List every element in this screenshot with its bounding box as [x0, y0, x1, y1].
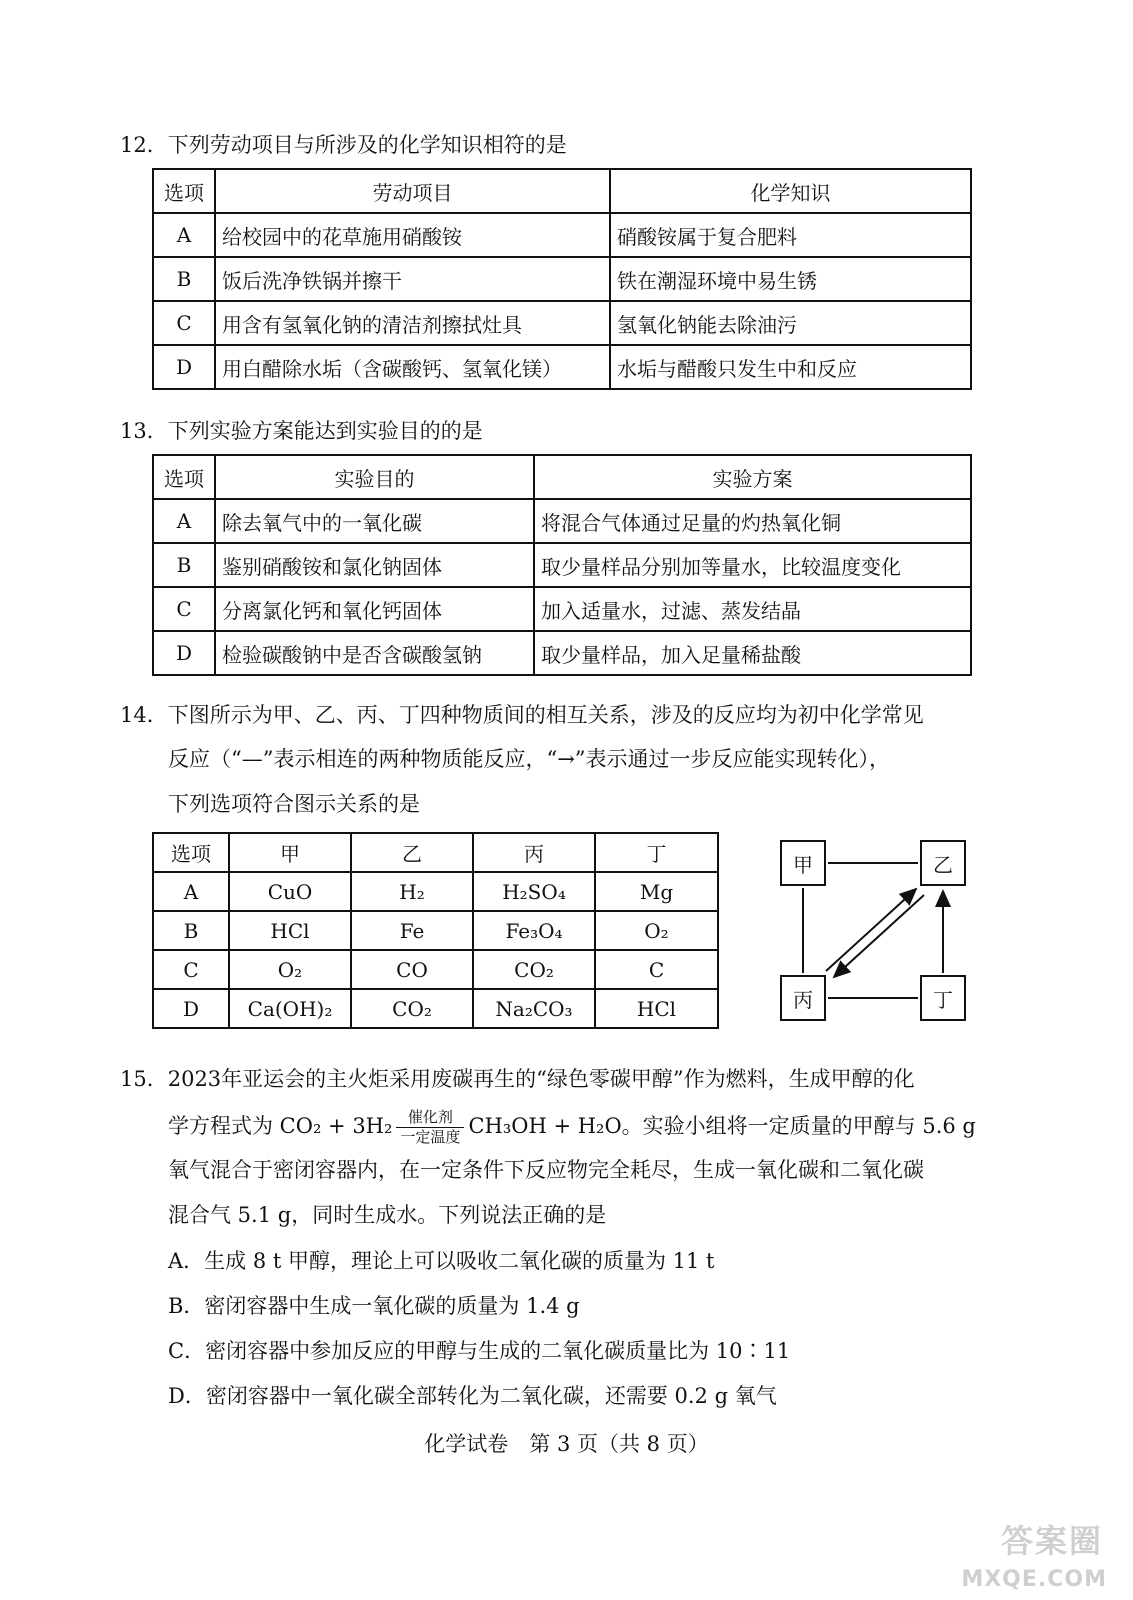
- table-row: [153, 950, 718, 989]
- table-header-cell: 劳动项目: [215, 169, 610, 213]
- table-header-cell: 乙: [351, 833, 473, 872]
- table-cell: 取少量样品分别加等量水，比较温度变化: [534, 543, 971, 587]
- table-header-cell: 选项: [153, 455, 215, 499]
- table-row: [153, 345, 971, 389]
- table-cell: A: [153, 872, 229, 911]
- page-footer: 化学试卷 第 3 页（共 8 页）: [424, 1432, 709, 1456]
- table-header-cell: 实验方案: [534, 455, 971, 499]
- table-row: [153, 872, 718, 911]
- q15-option-c: C．密闭容器中参加反应的甲醇与生成的二氧化碳质量比为 10∶11: [168, 1339, 791, 1363]
- table-cell: Mg: [595, 872, 718, 911]
- table-row: [153, 499, 971, 543]
- table-cell: CuO: [229, 872, 351, 911]
- table-cell: C: [153, 587, 215, 631]
- table-cell: 水垢与醋酸只发生中和反应: [610, 345, 971, 389]
- q14-stem-line3: 下列选项符合图示关系的是: [168, 792, 420, 816]
- q15-stem-line3: 氧气混合于密闭容器内，在一定条件下反应物完全耗尽，生成一氧化碳和二氧化碳: [168, 1158, 924, 1182]
- table-cell: CO: [351, 950, 473, 989]
- table-cell: CO₂: [473, 950, 595, 989]
- table-cell: Fe: [351, 911, 473, 950]
- table-cell: A: [153, 213, 215, 257]
- q15-stem-line2: [168, 1106, 976, 1146]
- table-header-row: [153, 833, 718, 872]
- reaction-condition: [396, 1110, 464, 1145]
- table-cell: Na₂CO₃: [473, 989, 595, 1028]
- q14-stem-line1: 14．下图所示为甲、乙、丙、丁四种物质间的相互关系，涉及的反应均为初中化学常见: [120, 703, 924, 727]
- node-ding: 丁: [920, 975, 966, 1021]
- temperature-label: 一定温度: [400, 1128, 461, 1146]
- table-cell: C: [153, 301, 215, 345]
- table-cell: HCl: [595, 989, 718, 1028]
- table-cell: Fe₃O₄: [473, 911, 595, 950]
- table-cell: D: [153, 631, 215, 675]
- table-row: [153, 543, 971, 587]
- table-header-cell: 甲: [229, 833, 351, 872]
- q15-option-d: D．密闭容器中一氧化碳全部转化为二氧化碳，还需要 0.2 g 氧气: [168, 1384, 777, 1408]
- q15-stem-line4: 混合气 5.1 g，同时生成水。下列说法正确的是: [168, 1203, 607, 1227]
- relationship-diagram: [760, 825, 990, 1035]
- node-yi: 乙: [920, 840, 966, 886]
- table-row: [153, 301, 971, 345]
- table-header-row: [153, 455, 971, 499]
- table-cell: 用白醋除水垢（含碳酸钙、氢氧化镁）: [215, 345, 610, 389]
- table-cell: 用含有氢氧化钠的清洁剂擦拭灶具: [215, 301, 610, 345]
- table-header-cell: 丁: [595, 833, 718, 872]
- table-header-cell: 化学知识: [610, 169, 971, 213]
- table-cell: HCl: [229, 911, 351, 950]
- table-cell: 除去氧气中的一氧化碳: [215, 499, 534, 543]
- table-row: [153, 587, 971, 631]
- q14-table: [152, 832, 719, 1029]
- table-cell: Ca(OH)₂: [229, 989, 351, 1028]
- table-cell: 取少量样品，加入足量稀盐酸: [534, 631, 971, 675]
- q15-option-b: B．密闭容器中生成一氧化碳的质量为 1.4 g: [168, 1294, 580, 1318]
- table-cell: 饭后洗净铁锅并擦干: [215, 257, 610, 301]
- catalyst-label: 催化剂: [407, 1108, 453, 1126]
- table-header-cell: 实验目的: [215, 455, 534, 499]
- watermark-site: MXQE.COM: [961, 1567, 1107, 1592]
- table-cell: 检验碳酸钠中是否含碳酸氢钠: [215, 631, 534, 675]
- table-row: [153, 989, 718, 1028]
- q15-stem-line1: 15．2023年亚运会的主火炬采用废碳再生的“绿色零碳甲醇”作为燃料，生成甲醇的化: [120, 1067, 915, 1091]
- table-row: [153, 213, 971, 257]
- table-row: [153, 911, 718, 950]
- equation-products: CH₃OH + H₂O。实验小组将一定质量的甲醇与 5.6 g: [468, 1114, 976, 1138]
- table-cell: O₂: [595, 911, 718, 950]
- table-cell: 分离氯化钙和氧化钙固体: [215, 587, 534, 631]
- table-header-row: [153, 169, 971, 213]
- table-header-cell: 选项: [153, 833, 229, 872]
- table-cell: 鉴别硝酸铵和氯化钠固体: [215, 543, 534, 587]
- table-cell: C: [595, 950, 718, 989]
- table-row: [153, 257, 971, 301]
- table-cell: 硝酸铵属于复合肥料: [610, 213, 971, 257]
- table-cell: C: [153, 950, 229, 989]
- table-cell: B: [153, 257, 215, 301]
- table-cell: H₂SO₄: [473, 872, 595, 911]
- equation-reactants: 学方程式为 CO₂ + 3H₂: [168, 1114, 393, 1138]
- table-cell: 给校园中的花草施用硝酸铵: [215, 213, 610, 257]
- table-cell: A: [153, 499, 215, 543]
- q12-stem: 12．下列劳动项目与所涉及的化学知识相符的是: [120, 133, 567, 157]
- table-cell: H₂: [351, 872, 473, 911]
- q15-option-a: A．生成 8 t 甲醇，理论上可以吸收二氧化碳的质量为 11 t: [168, 1249, 715, 1273]
- table-cell: 铁在潮湿环境中易生锈: [610, 257, 971, 301]
- table-cell: D: [153, 345, 215, 389]
- table-cell: O₂: [229, 950, 351, 989]
- table-cell: 将混合气体通过足量的灼热氧化铜: [534, 499, 971, 543]
- node-jia: 甲: [780, 840, 826, 886]
- table-header-cell: 选项: [153, 169, 215, 213]
- table-header-cell: 丙: [473, 833, 595, 872]
- table-cell: B: [153, 911, 229, 950]
- q13-table: [152, 454, 972, 676]
- arrow-yi-to-bing: [834, 895, 924, 977]
- table-cell: CO₂: [351, 989, 473, 1028]
- node-bing: 丙: [780, 975, 826, 1021]
- table-row: [153, 631, 971, 675]
- watermark-logo: 答案圈: [1000, 1522, 1103, 1560]
- q12-table: [152, 168, 972, 390]
- table-cell: D: [153, 989, 229, 1028]
- table-cell: 加入适量水，过滤、蒸发结晶: [534, 587, 971, 631]
- arrow-bing-to-yi: [826, 889, 916, 971]
- q14-stem-line2: 反应（“—”表示相连的两种物质能反应，“→”表示通过一步反应能实现转化），: [168, 747, 891, 771]
- q13-stem: 13．下列实验方案能达到实验目的的是: [120, 419, 483, 443]
- table-cell: B: [153, 543, 215, 587]
- table-cell: 氢氧化钠能去除油污: [610, 301, 971, 345]
